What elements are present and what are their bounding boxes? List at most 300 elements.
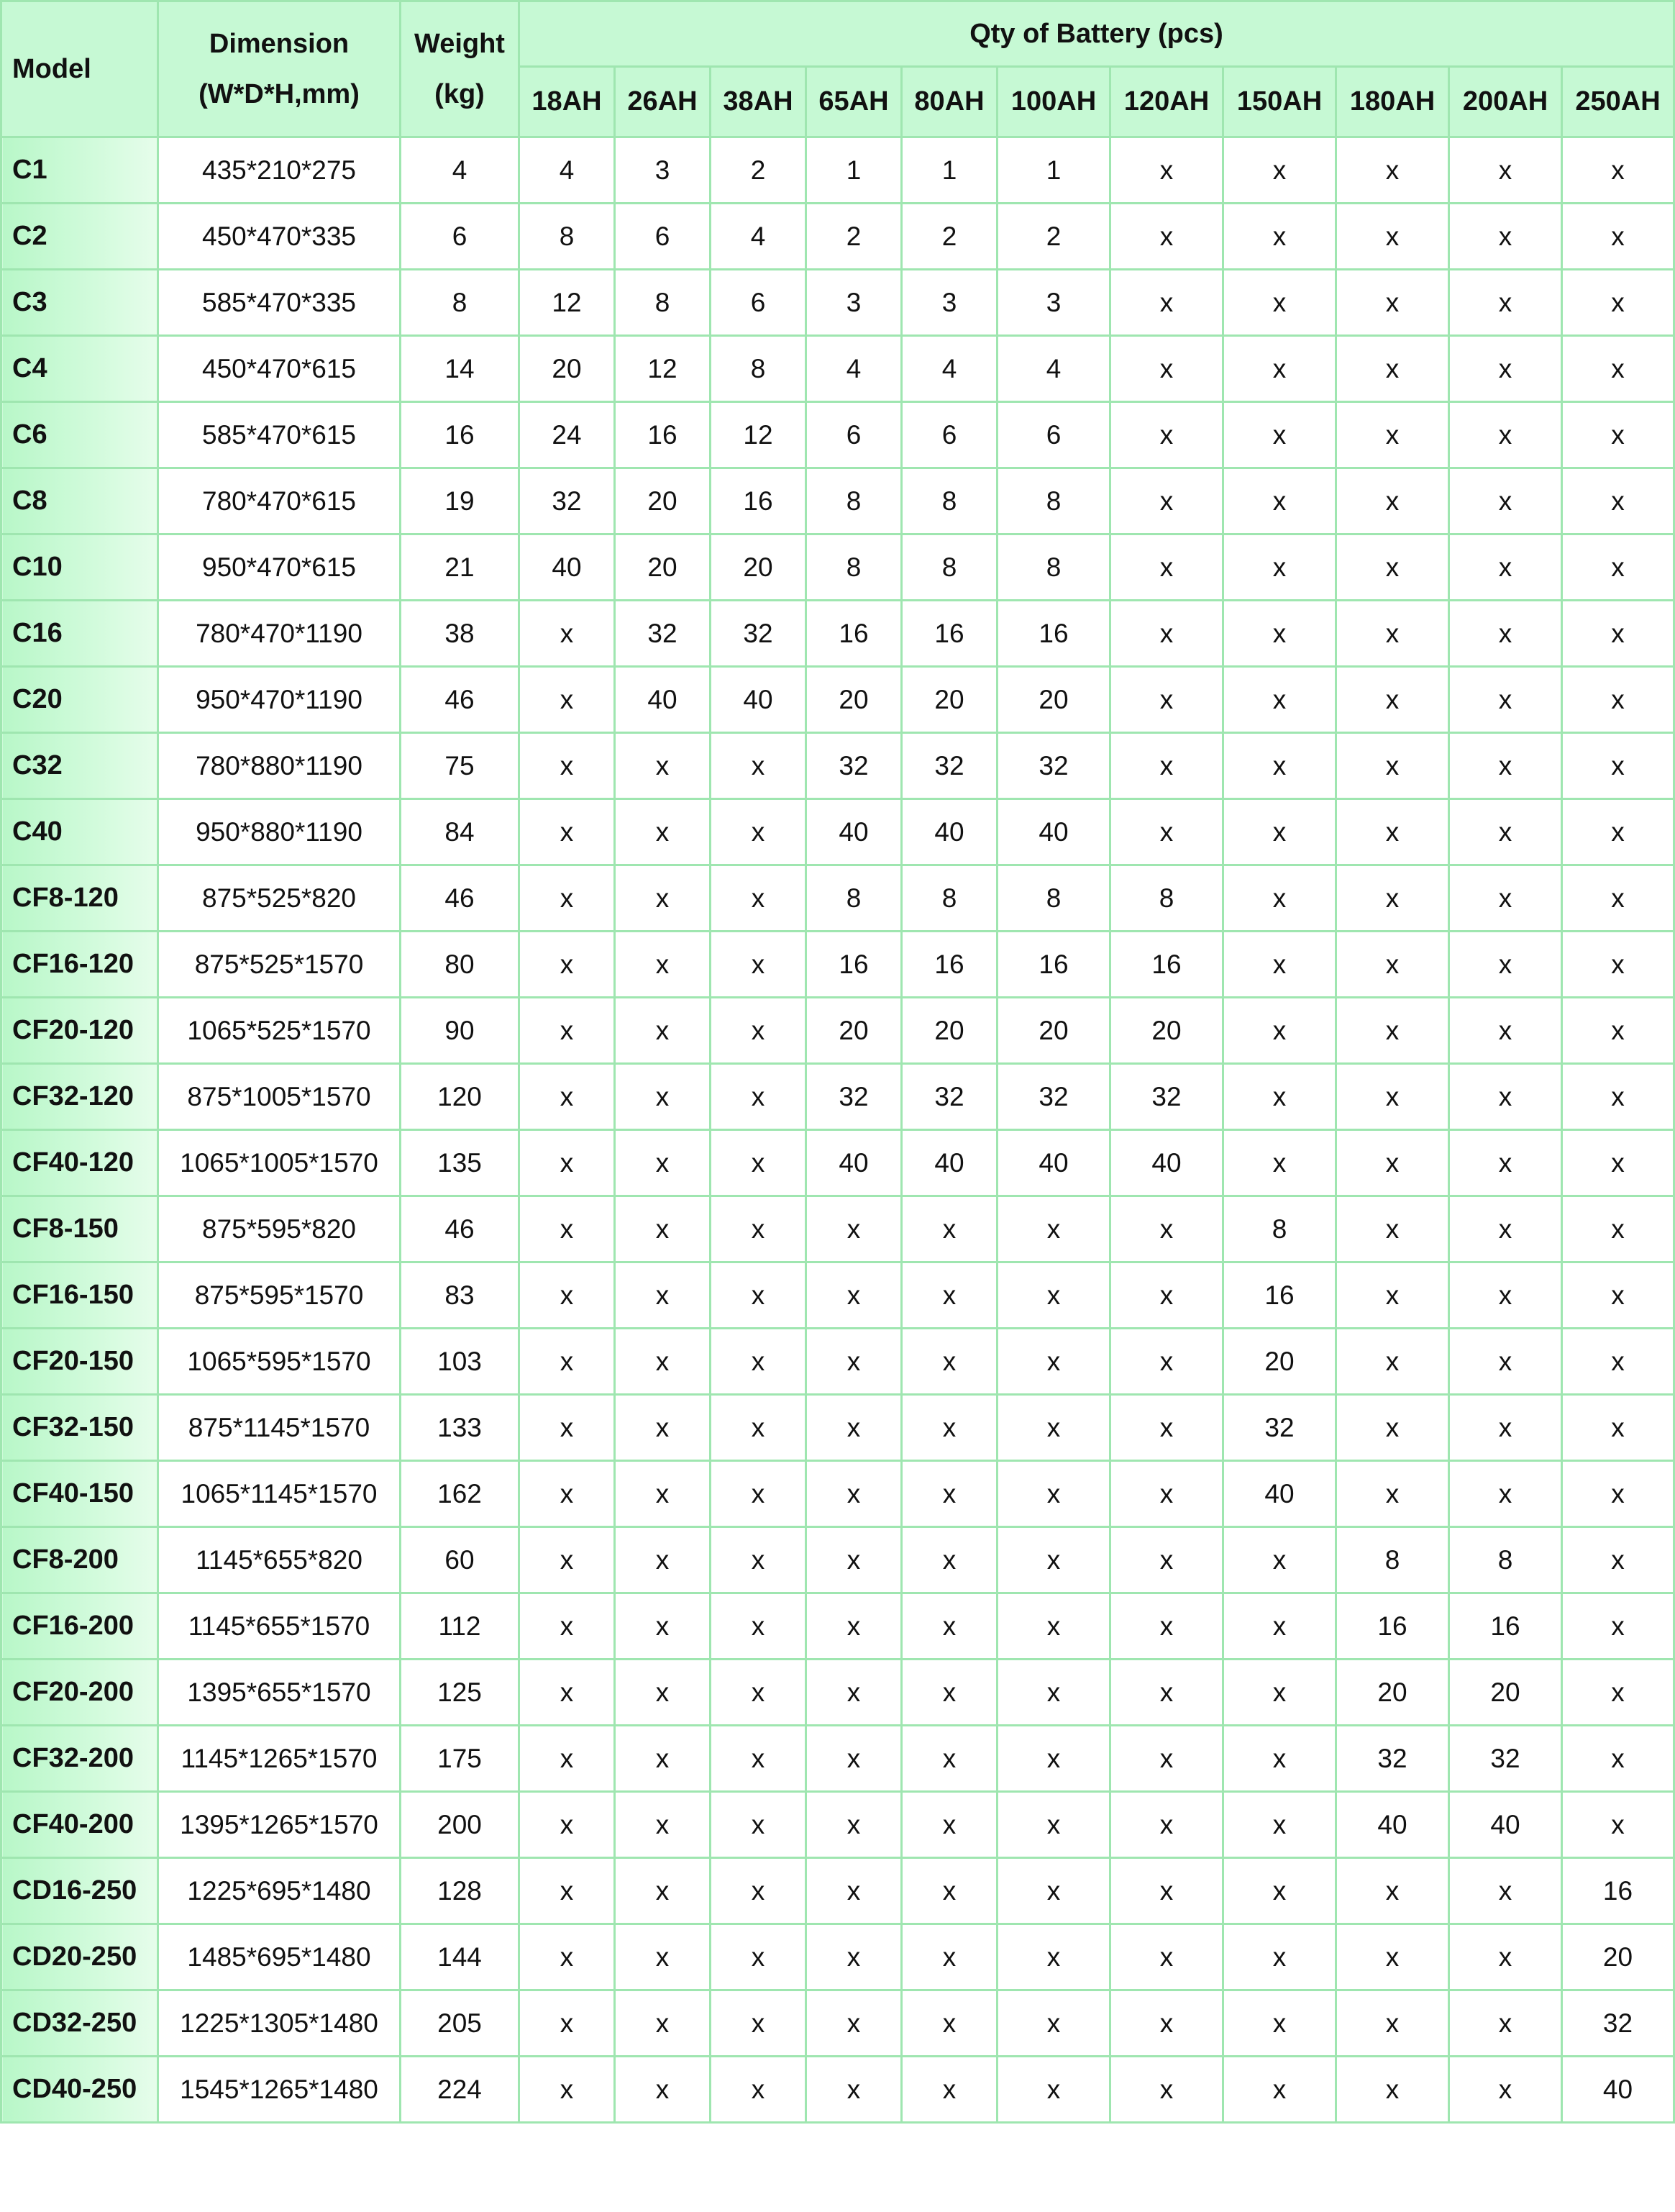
battery-qty-cell: x: [902, 1924, 998, 1990]
dimension-cell: 875*525*1570: [158, 932, 401, 998]
battery-qty-cell: 40: [998, 799, 1110, 865]
battery-qty-cell: 40: [1223, 1461, 1336, 1527]
battery-qty-cell: x: [1449, 1858, 1562, 1924]
weight-cell: 103: [401, 1329, 519, 1395]
dimension-cell: 780*470*615: [158, 468, 401, 534]
model-cell: CF40-120: [1, 1130, 158, 1196]
battery-qty-cell: x: [1110, 1395, 1223, 1461]
battery-qty-cell: x: [1336, 270, 1449, 336]
battery-qty-cell: 40: [806, 1130, 902, 1196]
battery-qty-cell: x: [615, 1792, 711, 1858]
battery-qty-cell: x: [519, 1262, 615, 1329]
battery-qty-cell: 40: [519, 534, 615, 601]
battery-qty-cell: 32: [615, 601, 711, 667]
battery-qty-cell: x: [711, 1395, 806, 1461]
battery-qty-cell: x: [1223, 1726, 1336, 1792]
battery-qty-cell: x: [1336, 2057, 1449, 2123]
model-cell: C20: [1, 667, 158, 733]
battery-qty-cell: x: [1336, 204, 1449, 270]
battery-qty-cell: x: [1562, 1792, 1674, 1858]
battery-qty-cell: x: [1336, 1461, 1449, 1527]
capacity-column-header: 250AH: [1562, 67, 1674, 137]
weight-cell: 162: [401, 1461, 519, 1527]
battery-qty-cell: x: [711, 1726, 806, 1792]
battery-qty-cell: x: [1562, 667, 1674, 733]
battery-qty-cell: x: [1223, 402, 1336, 468]
battery-qty-cell: x: [1110, 270, 1223, 336]
battery-qty-cell: 8: [806, 865, 902, 932]
battery-qty-cell: x: [711, 1858, 806, 1924]
battery-qty-cell: x: [1562, 1726, 1674, 1792]
battery-qty-cell: 20: [1223, 1329, 1336, 1395]
battery-qty-cell: x: [1336, 1329, 1449, 1395]
battery-qty-cell: x: [1110, 1262, 1223, 1329]
battery-qty-cell: 20: [1562, 1924, 1674, 1990]
battery-qty-cell: x: [711, 1660, 806, 1726]
battery-qty-cell: 8: [998, 865, 1110, 932]
model-cell: C40: [1, 799, 158, 865]
weight-cell: 112: [401, 1593, 519, 1660]
battery-qty-cell: 32: [902, 733, 998, 799]
battery-qty-cell: x: [615, 1593, 711, 1660]
battery-qty-cell: 20: [998, 667, 1110, 733]
battery-qty-cell: x: [1110, 799, 1223, 865]
battery-qty-cell: x: [1449, 1924, 1562, 1990]
table-row: [1, 1262, 1674, 1329]
battery-qty-cell: x: [998, 1990, 1110, 2057]
battery-qty-cell: x: [1449, 336, 1562, 402]
battery-qty-cell: x: [1336, 932, 1449, 998]
battery-qty-cell: x: [1110, 733, 1223, 799]
table-row: [1, 1858, 1674, 1924]
dimension-column-header: [158, 1, 401, 137]
battery-qty-cell: x: [998, 1461, 1110, 1527]
weight-cell: 205: [401, 1990, 519, 2057]
dimension-cell: 950*470*1190: [158, 667, 401, 733]
dimension-cell: 875*595*1570: [158, 1262, 401, 1329]
battery-qty-cell: x: [519, 1395, 615, 1461]
battery-qty-cell: x: [711, 1461, 806, 1527]
battery-qty-cell: x: [1562, 998, 1674, 1064]
battery-qty-cell: 8: [615, 270, 711, 336]
battery-qty-cell: x: [711, 1329, 806, 1395]
battery-qty-cell: 2: [998, 204, 1110, 270]
battery-qty-cell: x: [902, 1262, 998, 1329]
battery-qty-cell: 20: [711, 534, 806, 601]
battery-qty-cell: 40: [902, 1130, 998, 1196]
battery-qty-cell: x: [711, 1990, 806, 2057]
battery-qty-cell: 8: [519, 204, 615, 270]
model-cell: C16: [1, 601, 158, 667]
weight-cell: 80: [401, 932, 519, 998]
battery-qty-cell: x: [1336, 998, 1449, 1064]
battery-qty-cell: x: [1449, 1262, 1562, 1329]
weight-cell: 60: [401, 1527, 519, 1593]
battery-qty-cell: x: [519, 733, 615, 799]
model-cell: C1: [1, 137, 158, 204]
battery-qty-cell: x: [615, 1461, 711, 1527]
capacity-column-header: 65AH: [806, 67, 902, 137]
battery-qty-cell: x: [711, 865, 806, 932]
battery-qty-cell: x: [1449, 1990, 1562, 2057]
battery-qty-cell: 3: [806, 270, 902, 336]
battery-qty-cell: x: [519, 1130, 615, 1196]
dimension-cell: 1065*1005*1570: [158, 1130, 401, 1196]
battery-qty-cell: x: [1223, 1990, 1336, 2057]
dimension-cell: 875*595*820: [158, 1196, 401, 1262]
battery-qty-cell: 20: [806, 667, 902, 733]
battery-qty-cell: x: [615, 1130, 711, 1196]
battery-qty-cell: 6: [902, 402, 998, 468]
battery-qty-cell: x: [711, 1527, 806, 1593]
battery-qty-cell: 40: [711, 667, 806, 733]
battery-qty-cell: x: [1110, 1990, 1223, 2057]
battery-qty-cell: x: [1449, 1196, 1562, 1262]
weight-cell: 46: [401, 1196, 519, 1262]
battery-qty-cell: x: [1223, 865, 1336, 932]
battery-qty-cell: x: [519, 1461, 615, 1527]
battery-qty-cell: x: [998, 1395, 1110, 1461]
battery-qty-cell: x: [1223, 534, 1336, 601]
weight-cell: 90: [401, 998, 519, 1064]
battery-qty-cell: 2: [711, 137, 806, 204]
battery-qty-cell: x: [1336, 1990, 1449, 2057]
model-cell: C4: [1, 336, 158, 402]
capacity-column-header: 150AH: [1223, 67, 1336, 137]
battery-qty-cell: x: [615, 865, 711, 932]
battery-qty-cell: 32: [1336, 1726, 1449, 1792]
battery-qty-cell: x: [1336, 1858, 1449, 1924]
battery-qty-cell: x: [806, 1792, 902, 1858]
battery-qty-cell: x: [615, 1924, 711, 1990]
capacity-column-header: 200AH: [1449, 67, 1562, 137]
battery-qty-cell: x: [1449, 2057, 1562, 2123]
battery-qty-cell: x: [1449, 1461, 1562, 1527]
qty-of-battery-group-header: Qty of Battery (pcs): [519, 1, 1674, 67]
table-row: [1, 799, 1674, 865]
dimension-cell: 950*470*615: [158, 534, 401, 601]
battery-qty-cell: x: [711, 1196, 806, 1262]
battery-qty-cell: x: [1223, 468, 1336, 534]
battery-qty-cell: x: [615, 1858, 711, 1924]
model-cell: CF16-150: [1, 1262, 158, 1329]
battery-qty-cell: x: [1110, 402, 1223, 468]
battery-qty-cell: x: [1449, 667, 1562, 733]
battery-qty-cell: 40: [1562, 2057, 1674, 2123]
battery-qty-cell: x: [1336, 1064, 1449, 1130]
battery-qty-cell: x: [1223, 932, 1336, 998]
battery-qty-cell: x: [1562, 534, 1674, 601]
table-row: [1, 733, 1674, 799]
battery-qty-cell: x: [1336, 534, 1449, 601]
battery-qty-cell: x: [1223, 137, 1336, 204]
model-column-header: Model: [1, 1, 158, 137]
battery-qty-cell: x: [1336, 799, 1449, 865]
table-row: [1, 865, 1674, 932]
battery-qty-cell: 6: [998, 402, 1110, 468]
battery-qty-cell: x: [1449, 932, 1562, 998]
weight-cell: 120: [401, 1064, 519, 1130]
dimension-cell: 1145*655*1570: [158, 1593, 401, 1660]
capacity-column-header: 80AH: [902, 67, 998, 137]
battery-qty-cell: 40: [1449, 1792, 1562, 1858]
battery-qty-cell: x: [1449, 1064, 1562, 1130]
dimension-cell: 1485*695*1480: [158, 1924, 401, 1990]
model-cell: CF20-120: [1, 998, 158, 1064]
dimension-cell: 780*880*1190: [158, 733, 401, 799]
battery-qty-cell: x: [519, 2057, 615, 2123]
model-cell: CD20-250: [1, 1924, 158, 1990]
battery-qty-cell: 6: [615, 204, 711, 270]
battery-qty-cell: 16: [902, 932, 998, 998]
battery-qty-cell: x: [1449, 601, 1562, 667]
table-row: [1, 204, 1674, 270]
battery-qty-cell: x: [1562, 865, 1674, 932]
battery-qty-cell: x: [711, 733, 806, 799]
battery-qty-cell: 3: [902, 270, 998, 336]
table-row: [1, 1792, 1674, 1858]
battery-qty-cell: x: [1110, 601, 1223, 667]
dimension-cell: 1395*655*1570: [158, 1660, 401, 1726]
table-row: [1, 932, 1674, 998]
battery-qty-cell: 20: [615, 534, 711, 601]
capacity-column-header: 18AH: [519, 67, 615, 137]
battery-qty-cell: x: [1110, 336, 1223, 402]
table-row: [1, 1726, 1674, 1792]
battery-qty-cell: 8: [998, 468, 1110, 534]
battery-qty-cell: 4: [806, 336, 902, 402]
battery-qty-cell: 32: [806, 1064, 902, 1130]
table-row: [1, 1924, 1674, 1990]
battery-qty-cell: 32: [998, 733, 1110, 799]
weight-cell: 46: [401, 667, 519, 733]
battery-qty-cell: x: [1336, 402, 1449, 468]
battery-qty-cell: x: [1336, 1130, 1449, 1196]
model-cell: C6: [1, 402, 158, 468]
model-cell: CF8-200: [1, 1527, 158, 1593]
battery-qty-cell: x: [1223, 204, 1336, 270]
model-cell: C8: [1, 468, 158, 534]
model-cell: CF32-200: [1, 1726, 158, 1792]
dimension-cell: 1065*595*1570: [158, 1329, 401, 1395]
battery-qty-cell: x: [1336, 1395, 1449, 1461]
battery-qty-cell: x: [902, 2057, 998, 2123]
battery-qty-cell: x: [1223, 1527, 1336, 1593]
battery-qty-cell: x: [1223, 1858, 1336, 1924]
weight-cell: 21: [401, 534, 519, 601]
battery-qty-cell: 2: [902, 204, 998, 270]
battery-qty-cell: 24: [519, 402, 615, 468]
battery-qty-cell: x: [1223, 1593, 1336, 1660]
battery-qty-cell: 2: [806, 204, 902, 270]
battery-qty-cell: 32: [1223, 1395, 1336, 1461]
weight-cell: 133: [401, 1395, 519, 1461]
battery-qty-cell: x: [1449, 1395, 1562, 1461]
battery-qty-cell: x: [902, 1395, 998, 1461]
weight-cell: 16: [401, 402, 519, 468]
battery-qty-cell: x: [806, 1990, 902, 2057]
battery-qty-cell: x: [1562, 1660, 1674, 1726]
battery-qty-cell: 20: [1110, 998, 1223, 1064]
table-row: [1, 2057, 1674, 2123]
battery-qty-cell: 16: [711, 468, 806, 534]
capacity-column-header: 120AH: [1110, 67, 1223, 137]
battery-qty-cell: x: [1562, 799, 1674, 865]
weight-header-line1: Weight: [414, 29, 505, 59]
model-cell: C2: [1, 204, 158, 270]
battery-qty-cell: x: [1110, 1527, 1223, 1593]
battery-qty-cell: 4: [998, 336, 1110, 402]
battery-qty-cell: x: [998, 2057, 1110, 2123]
battery-qty-cell: 16: [998, 932, 1110, 998]
battery-qty-cell: x: [998, 1924, 1110, 1990]
battery-qty-cell: x: [998, 1792, 1110, 1858]
battery-qty-cell: x: [1110, 1593, 1223, 1660]
battery-qty-cell: x: [1223, 2057, 1336, 2123]
battery-qty-cell: x: [615, 2057, 711, 2123]
model-cell: C10: [1, 534, 158, 601]
weight-cell: 200: [401, 1792, 519, 1858]
battery-qty-cell: 40: [1336, 1792, 1449, 1858]
battery-qty-cell: 32: [806, 733, 902, 799]
battery-qty-cell: 16: [615, 402, 711, 468]
battery-qty-cell: x: [1110, 1726, 1223, 1792]
battery-qty-cell: x: [1449, 1130, 1562, 1196]
battery-qty-cell: 20: [615, 468, 711, 534]
battery-qty-cell: x: [1449, 137, 1562, 204]
battery-qty-cell: x: [615, 733, 711, 799]
battery-qty-cell: x: [1336, 1196, 1449, 1262]
battery-qty-cell: x: [1562, 1130, 1674, 1196]
battery-qty-cell: x: [1223, 1130, 1336, 1196]
battery-qty-cell: x: [1562, 1329, 1674, 1395]
battery-qty-cell: 20: [806, 998, 902, 1064]
dimension-cell: 435*210*275: [158, 137, 401, 204]
table-body: [1, 137, 1674, 2123]
battery-qty-cell: x: [998, 1726, 1110, 1792]
battery-qty-cell: 4: [519, 137, 615, 204]
weight-cell: 128: [401, 1858, 519, 1924]
battery-qty-cell: x: [1562, 1527, 1674, 1593]
battery-qty-cell: x: [1562, 468, 1674, 534]
battery-qty-cell: x: [1223, 1924, 1336, 1990]
battery-qty-cell: 8: [806, 468, 902, 534]
battery-qty-cell: x: [1110, 1461, 1223, 1527]
table-row: [1, 1593, 1674, 1660]
battery-qty-cell: 40: [902, 799, 998, 865]
dimension-cell: 1225*1305*1480: [158, 1990, 401, 2057]
battery-qty-cell: x: [615, 1395, 711, 1461]
battery-qty-cell: x: [519, 601, 615, 667]
battery-qty-cell: 3: [998, 270, 1110, 336]
battery-qty-cell: 16: [1110, 932, 1223, 998]
battery-qty-cell: x: [519, 1196, 615, 1262]
table-row: [1, 336, 1674, 402]
battery-qty-cell: x: [519, 1593, 615, 1660]
battery-qty-cell: x: [615, 998, 711, 1064]
weight-cell: 46: [401, 865, 519, 932]
battery-qty-cell: x: [1223, 336, 1336, 402]
model-cell: CF8-120: [1, 865, 158, 932]
model-cell: C3: [1, 270, 158, 336]
battery-qty-cell: x: [902, 1527, 998, 1593]
battery-qty-cell: 32: [1110, 1064, 1223, 1130]
capacity-column-header: 38AH: [711, 67, 806, 137]
battery-qty-cell: x: [902, 1660, 998, 1726]
battery-qty-cell: x: [615, 1064, 711, 1130]
capacity-column-header: 180AH: [1336, 67, 1449, 137]
model-cell: CF16-200: [1, 1593, 158, 1660]
battery-qty-cell: x: [1110, 534, 1223, 601]
battery-qty-cell: 32: [998, 1064, 1110, 1130]
dimension-cell: 1395*1265*1570: [158, 1792, 401, 1858]
battery-qty-cell: x: [1449, 733, 1562, 799]
table-row: [1, 1196, 1674, 1262]
table-row: [1, 1461, 1674, 1527]
table-row: [1, 1064, 1674, 1130]
dimension-cell: 950*880*1190: [158, 799, 401, 865]
battery-qty-cell: 20: [902, 998, 998, 1064]
battery-qty-cell: x: [615, 1329, 711, 1395]
battery-qty-cell: x: [1449, 468, 1562, 534]
battery-qty-cell: 8: [902, 865, 998, 932]
battery-qty-cell: x: [998, 1329, 1110, 1395]
battery-qty-cell: x: [998, 1660, 1110, 1726]
battery-qty-cell: 12: [519, 270, 615, 336]
dimension-cell: 875*1145*1570: [158, 1395, 401, 1461]
battery-qty-cell: x: [806, 1924, 902, 1990]
battery-qty-cell: x: [998, 1262, 1110, 1329]
capacity-column-header: 100AH: [998, 67, 1110, 137]
battery-qty-cell: x: [902, 1858, 998, 1924]
battery-qty-cell: 8: [1223, 1196, 1336, 1262]
battery-qty-cell: 4: [711, 204, 806, 270]
weight-cell: 19: [401, 468, 519, 534]
dimension-cell: 450*470*615: [158, 336, 401, 402]
battery-qty-cell: x: [711, 1792, 806, 1858]
battery-qty-cell: 12: [615, 336, 711, 402]
battery-qty-cell: 16: [1223, 1262, 1336, 1329]
battery-qty-cell: 6: [806, 402, 902, 468]
battery-qty-cell: x: [1562, 1262, 1674, 1329]
battery-qty-cell: x: [1223, 1792, 1336, 1858]
weight-column-header: [401, 1, 519, 137]
battery-qty-cell: 32: [519, 468, 615, 534]
battery-qty-cell: x: [711, 932, 806, 998]
weight-cell: 83: [401, 1262, 519, 1329]
battery-qty-cell: x: [1110, 1329, 1223, 1395]
dimension-cell: 1065*1145*1570: [158, 1461, 401, 1527]
battery-qty-cell: x: [1336, 601, 1449, 667]
battery-qty-cell: x: [711, 1130, 806, 1196]
battery-qty-cell: 32: [902, 1064, 998, 1130]
battery-qty-cell: x: [806, 1461, 902, 1527]
battery-qty-cell: 1: [998, 137, 1110, 204]
battery-qty-cell: x: [902, 1196, 998, 1262]
battery-qty-cell: x: [1110, 2057, 1223, 2123]
battery-qty-cell: x: [519, 667, 615, 733]
table-row: [1, 998, 1674, 1064]
weight-cell: 4: [401, 137, 519, 204]
weight-cell: 75: [401, 733, 519, 799]
battery-qty-cell: 40: [998, 1130, 1110, 1196]
battery-qty-cell: 32: [711, 601, 806, 667]
battery-qty-cell: 40: [615, 667, 711, 733]
battery-qty-cell: x: [1562, 1593, 1674, 1660]
battery-qty-cell: x: [1336, 1262, 1449, 1329]
battery-qty-cell: 40: [1110, 1130, 1223, 1196]
table-row: [1, 1990, 1674, 2057]
